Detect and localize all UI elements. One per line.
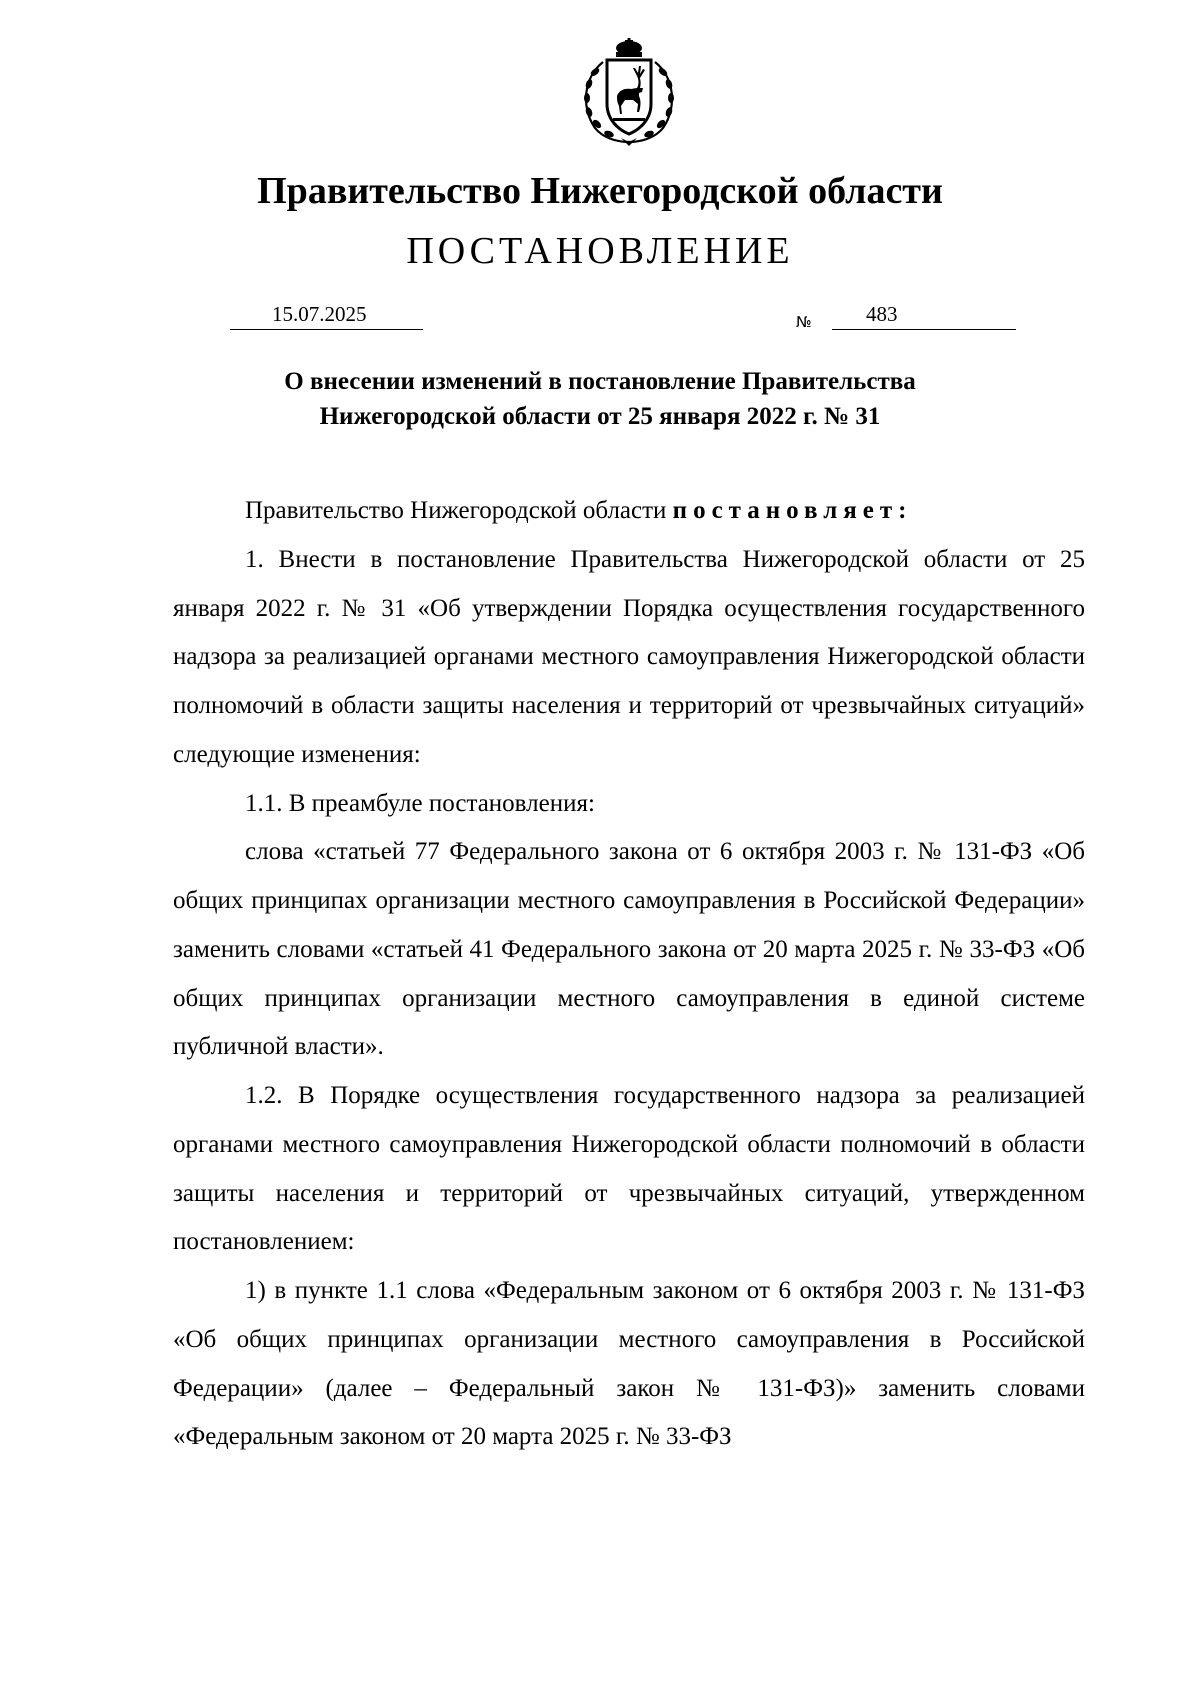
nizhny-novgorod-coat-of-arms-icon [573,38,685,148]
government-name: Правительство Нижегородской области [257,170,943,212]
paragraph-1-1: 1.1. В преамбуле постановления: [245,789,595,817]
document-date: 15.07.2025 [272,302,367,326]
number-underline [832,329,1016,330]
intro-text: Правительство Нижегородской области [245,497,673,524]
document-subject [0,364,1200,434]
number-sign: № [796,313,812,331]
subject-line-1: О внесении изменений в постановление Правительства [284,368,916,395]
paragraph-1-2: 1.2. В Порядке осуществления государственного надзора за реализацией органами местного самоуправления Нижегородской области полномочий в области защиты населения и территорий от чрезвычайных ситуаций, утвержденном постановлением: [173,1082,1085,1256]
paragraph-1-2-item-1: 1) в пункте 1.1 слова «Федеральным законом от 6 октября 2003 г. № 131-ФЗ «Об общих принципах организации местного самоуправления в Российской Федерации» (далее – Федеральный закон № 131-ФЗ)» заменить словами «Федеральным законом от 20 марта 2025 г. № 33-ФЗ [173,1277,1085,1451]
document-body [173,487,1085,1462]
paragraph-1-1-text: слова «статьей 77 Федерального закона от 6 октября 2003 г. № 131-ФЗ «Об общих принципах организации местного самоуправления в Российской Федерации» заменить словами «статьей 41 Федерального закона от 20 марта 2025 г. № 33-ФЗ «Об общих принципах организации местного самоуправления в единой системе публичной власти». [173,838,1085,1061]
decree-word: постановляет: [672,497,913,524]
intro-paragraph [173,487,1085,536]
subject-line-2: Нижегородской области от 25 января 2022 г. № 31 [319,403,881,430]
date-underline [230,329,423,330]
document-number: 483 [866,302,898,326]
document-type-heading: ПОСТАНОВЛЕНИЕ [406,230,794,272]
paragraph-1: 1. Внести в постановление Правительства Нижегородской области от 25 января 2022 г. № 31 «Об утверждении Порядка осуществления государственного надзора за реализацией органами местного самоуправления Нижегородской области полномочий в области защиты населения и территорий от чрезвычайных ситуаций» следующие изменения: [173,545,1085,768]
